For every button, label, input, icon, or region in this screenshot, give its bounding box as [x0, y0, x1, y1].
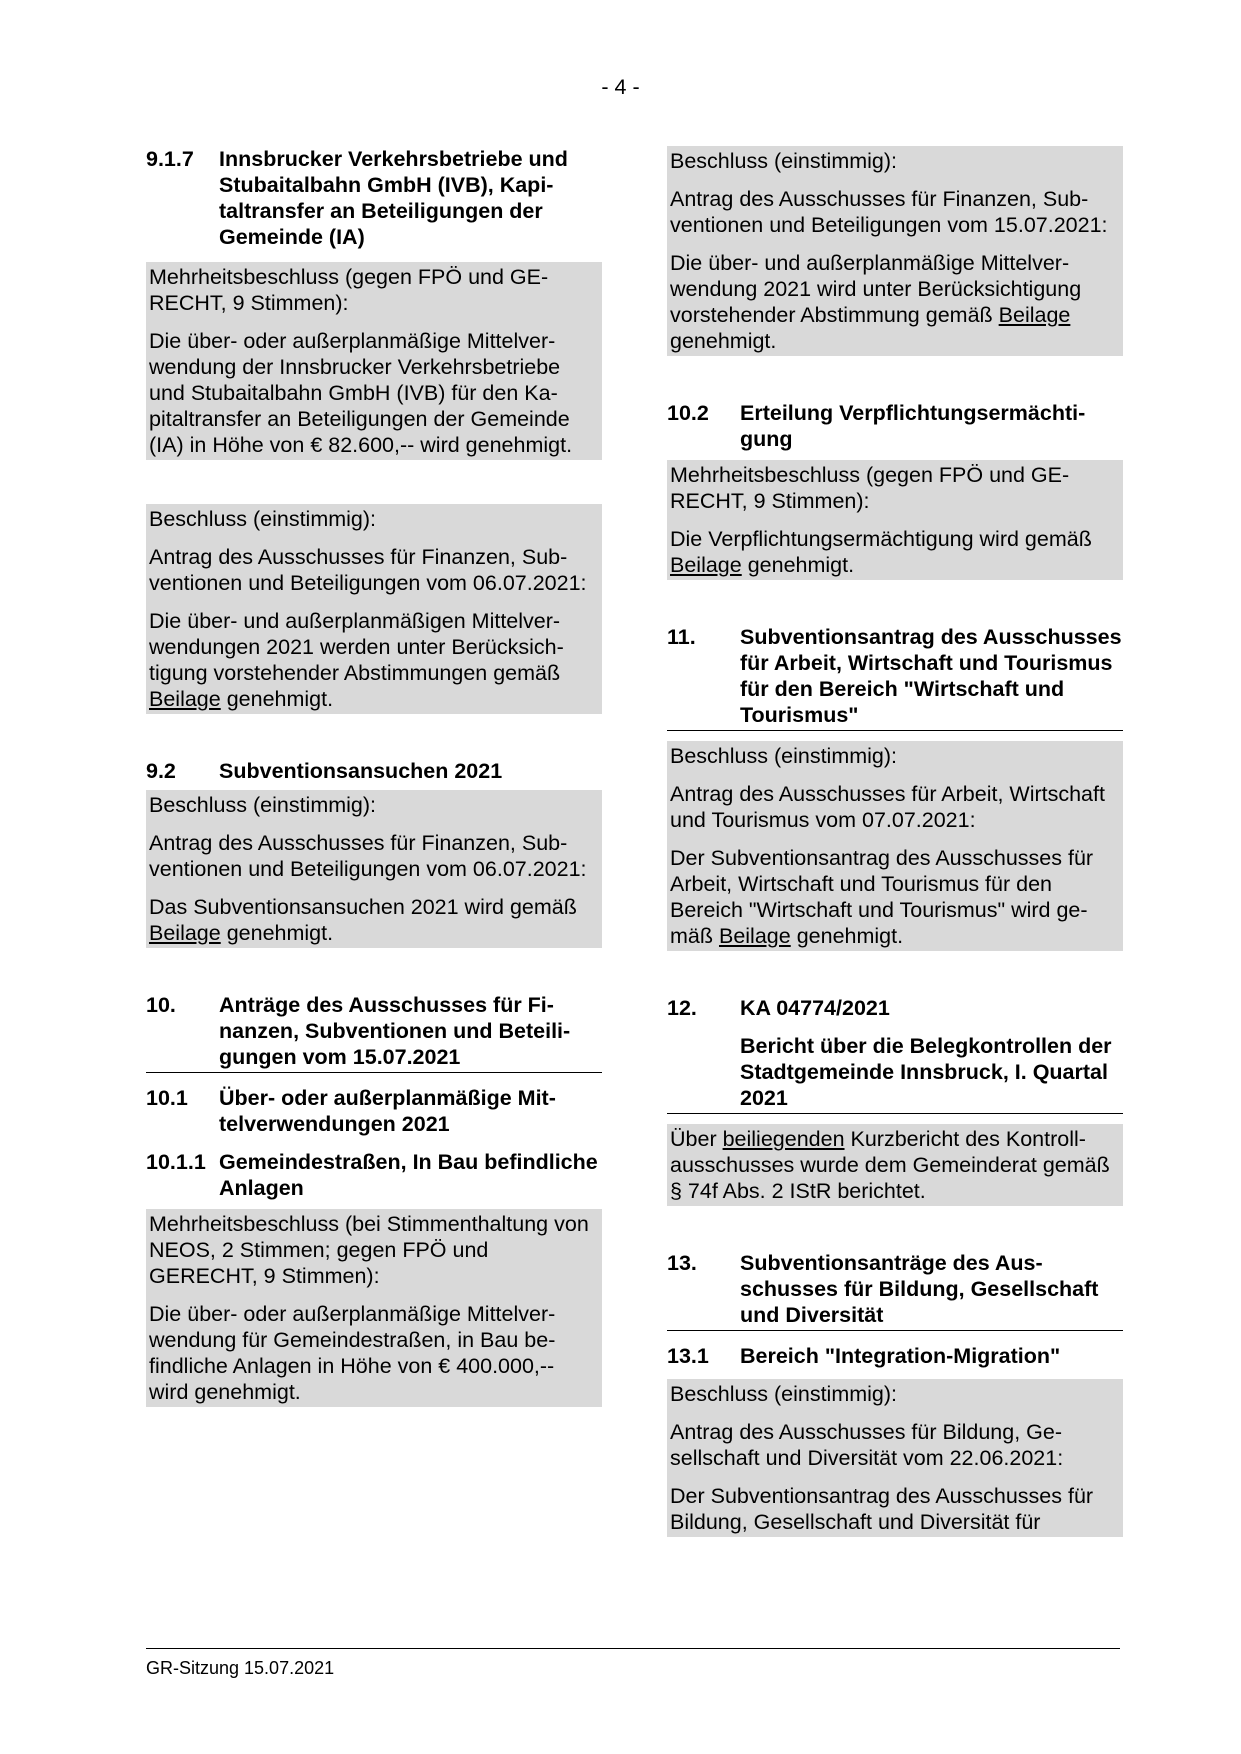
heading-title: Anträge des Ausschusses für Finanzen, Subventionen und Beteiligungen vom 15.07.2021: [219, 993, 571, 1069]
beiliegenden-link[interactable]: beiliegenden: [722, 1127, 845, 1151]
beilage-link[interactable]: Beilage: [998, 303, 1071, 327]
resolution-box: [667, 460, 1123, 580]
vote-result: Mehrheitsbeschluss (bei Stimmenthaltung von NEOS, 2 Stimmen; gegen FPÖ und GERECHT, 9 Stimmen):: [149, 1212, 589, 1288]
heading-9-1-7: [146, 146, 602, 250]
resolution-box: [146, 262, 602, 460]
motion-text: Antrag des Ausschusses für Finanzen, Subventionen und Beteiligungen vom 15.07.2021:: [670, 187, 1108, 237]
resolution-text: Der Subventionsantrag des Ausschusses für Arbeit, Wirtschaft und Tourismus für den Bereich "Wirtschaft und Tourismus" wird gemäß Beilage genehmigt.: [670, 846, 1094, 948]
heading-10-2: [667, 400, 1123, 452]
beilage-link[interactable]: Beilage: [670, 553, 742, 577]
resolution-box: [667, 741, 1123, 951]
resolution-box: [667, 1379, 1123, 1537]
heading-number: 10.: [146, 993, 176, 1017]
heading-12-subtitle: [667, 1033, 1123, 1114]
heading-number: 9.1.7: [146, 147, 194, 171]
report-box: [667, 1124, 1123, 1206]
vote-result: Beschluss (einstimmig):: [149, 793, 376, 817]
heading-title: Erteilung Verpflichtungsermächtigung: [740, 401, 1086, 451]
beilage-link[interactable]: Beilage: [718, 924, 791, 948]
heading-number: 10.1.1: [146, 1150, 206, 1174]
resolution-text: Die Verpflichtungsermächtigung wird gemäß Beilage genehmigt.: [670, 527, 1092, 577]
heading-number: 10.2: [667, 401, 709, 425]
resolution-box: [146, 1209, 602, 1407]
resolution-box: [667, 146, 1123, 356]
resolution-text: Die über- oder außerplanmäßige Mittelverwendung für Gemeindestraßen, in Bau befindliche Anlagen in Höhe von € 400.000,-- wird genehmigt.: [149, 1302, 556, 1404]
heading-title: Innsbrucker Verkehrsbetriebe und Stubaitalbahn GmbH (IVB), Kapitaltransfer an Beteiligungen der Gemeinde (IA): [219, 147, 568, 249]
page-number: - 4 -: [601, 75, 640, 99]
heading-9-2: [146, 758, 602, 784]
report-text: Über beiliegenden Kurzbericht des Kontrollausschusses wurde dem Gemeinderat gemäß § 74f Abs. 2 IStR berichtet.: [670, 1127, 1110, 1203]
page-footer: GR-Sitzung 15.07.2021: [146, 1648, 1120, 1681]
heading-subtitle: Bericht über die Belegkontrollen der Stadtgemeinde Innsbruck, I. Quartal 2021: [740, 1034, 1112, 1110]
vote-result: Mehrheitsbeschluss (gegen FPÖ und GERECHT, 9 Stimmen):: [670, 463, 1070, 513]
heading-12: [667, 995, 1123, 1021]
motion-text: Antrag des Ausschusses für Bildung, Gesellschaft und Diversität vom 22.06.2021:: [670, 1420, 1064, 1470]
heading-title: KA 04774/2021: [740, 996, 890, 1020]
heading-13: [667, 1250, 1123, 1331]
heading-10: [146, 992, 602, 1073]
heading-title: Subventionsanträge des Ausschusses für Bildung, Gesellschaft und Diversität: [740, 1251, 1099, 1327]
resolution-box: [146, 790, 602, 948]
heading-number: 11.: [667, 625, 696, 649]
vote-result: Beschluss (einstimmig):: [670, 1382, 897, 1406]
heading-title: Über- oder außerplanmäßige Mittelverwendungen 2021: [219, 1086, 556, 1136]
heading-11: [667, 624, 1123, 731]
motion-text: Antrag des Ausschusses für Finanzen, Subventionen und Beteiligungen vom 06.07.2021:: [149, 545, 587, 595]
heading-title: Subventionsansuchen 2021: [219, 759, 503, 783]
resolution-text: Das Subventionsansuchen 2021 wird gemäß Beilage genehmigt.: [149, 895, 577, 945]
heading-10-1: [146, 1085, 602, 1137]
motion-text: Antrag des Ausschusses für Finanzen, Subventionen und Beteiligungen vom 06.07.2021:: [149, 831, 587, 881]
heading-number: 13.1: [667, 1344, 709, 1368]
resolution-text: Die über- und außerplanmäßigen Mittelverwendungen 2021 werden unter Berücksichtigung vorstehender Abstimmungen gemäß Beilage genehmigt.: [149, 609, 564, 711]
right-column: [667, 146, 1123, 1537]
heading-number: 10.1: [146, 1086, 188, 1110]
vote-result: Beschluss (einstimmig):: [149, 507, 376, 531]
resolution-text: Der Subventionsantrag des Ausschusses für Bildung, Gesellschaft und Diversität für: [670, 1484, 1094, 1534]
heading-title: Subventionsantrag des Ausschusses für Arbeit, Wirtschaft und Tourismus für den Bereich "Wirtschaft und Tourismus": [740, 625, 1122, 727]
resolution-text: Die über- und außerplanmäßige Mittelverwendung 2021 wird unter Berücksichtigung vorstehender Abstimmung gemäß Beilage genehmigt.: [670, 251, 1082, 353]
heading-title: Gemeindestraßen, In Bau befindliche Anlagen: [219, 1150, 598, 1200]
vote-result: Mehrheitsbeschluss (gegen FPÖ und GERECHT, 9 Stimmen):: [149, 265, 549, 315]
left-column: [146, 146, 602, 1407]
heading-number: 13.: [667, 1251, 697, 1275]
motion-text: Antrag des Ausschusses für Arbeit, Wirtschaft und Tourismus vom 07.07.2021:: [670, 782, 1105, 832]
beilage-link[interactable]: Beilage: [149, 687, 221, 711]
heading-number: 12.: [667, 996, 697, 1020]
resolution-box: [146, 504, 602, 714]
beilage-link[interactable]: Beilage: [149, 921, 221, 945]
vote-result: Beschluss (einstimmig):: [670, 744, 897, 768]
heading-10-1-1: [146, 1149, 602, 1201]
vote-result: Beschluss (einstimmig):: [670, 149, 897, 173]
heading-13-1: [667, 1343, 1123, 1369]
heading-number: 9.2: [146, 759, 176, 783]
resolution-text: Die über- oder außerplanmäßige Mittelverwendung der Innsbrucker Verkehrsbetriebe und Stubaitalbahn GmbH (IVB) für den Kapitaltransfer an Beteiligungen der Gemeinde (IA) in Höhe von € 82.600,-- wird genehmigt.: [149, 329, 573, 457]
heading-title: Bereich "Integration-Migration": [740, 1344, 1061, 1368]
